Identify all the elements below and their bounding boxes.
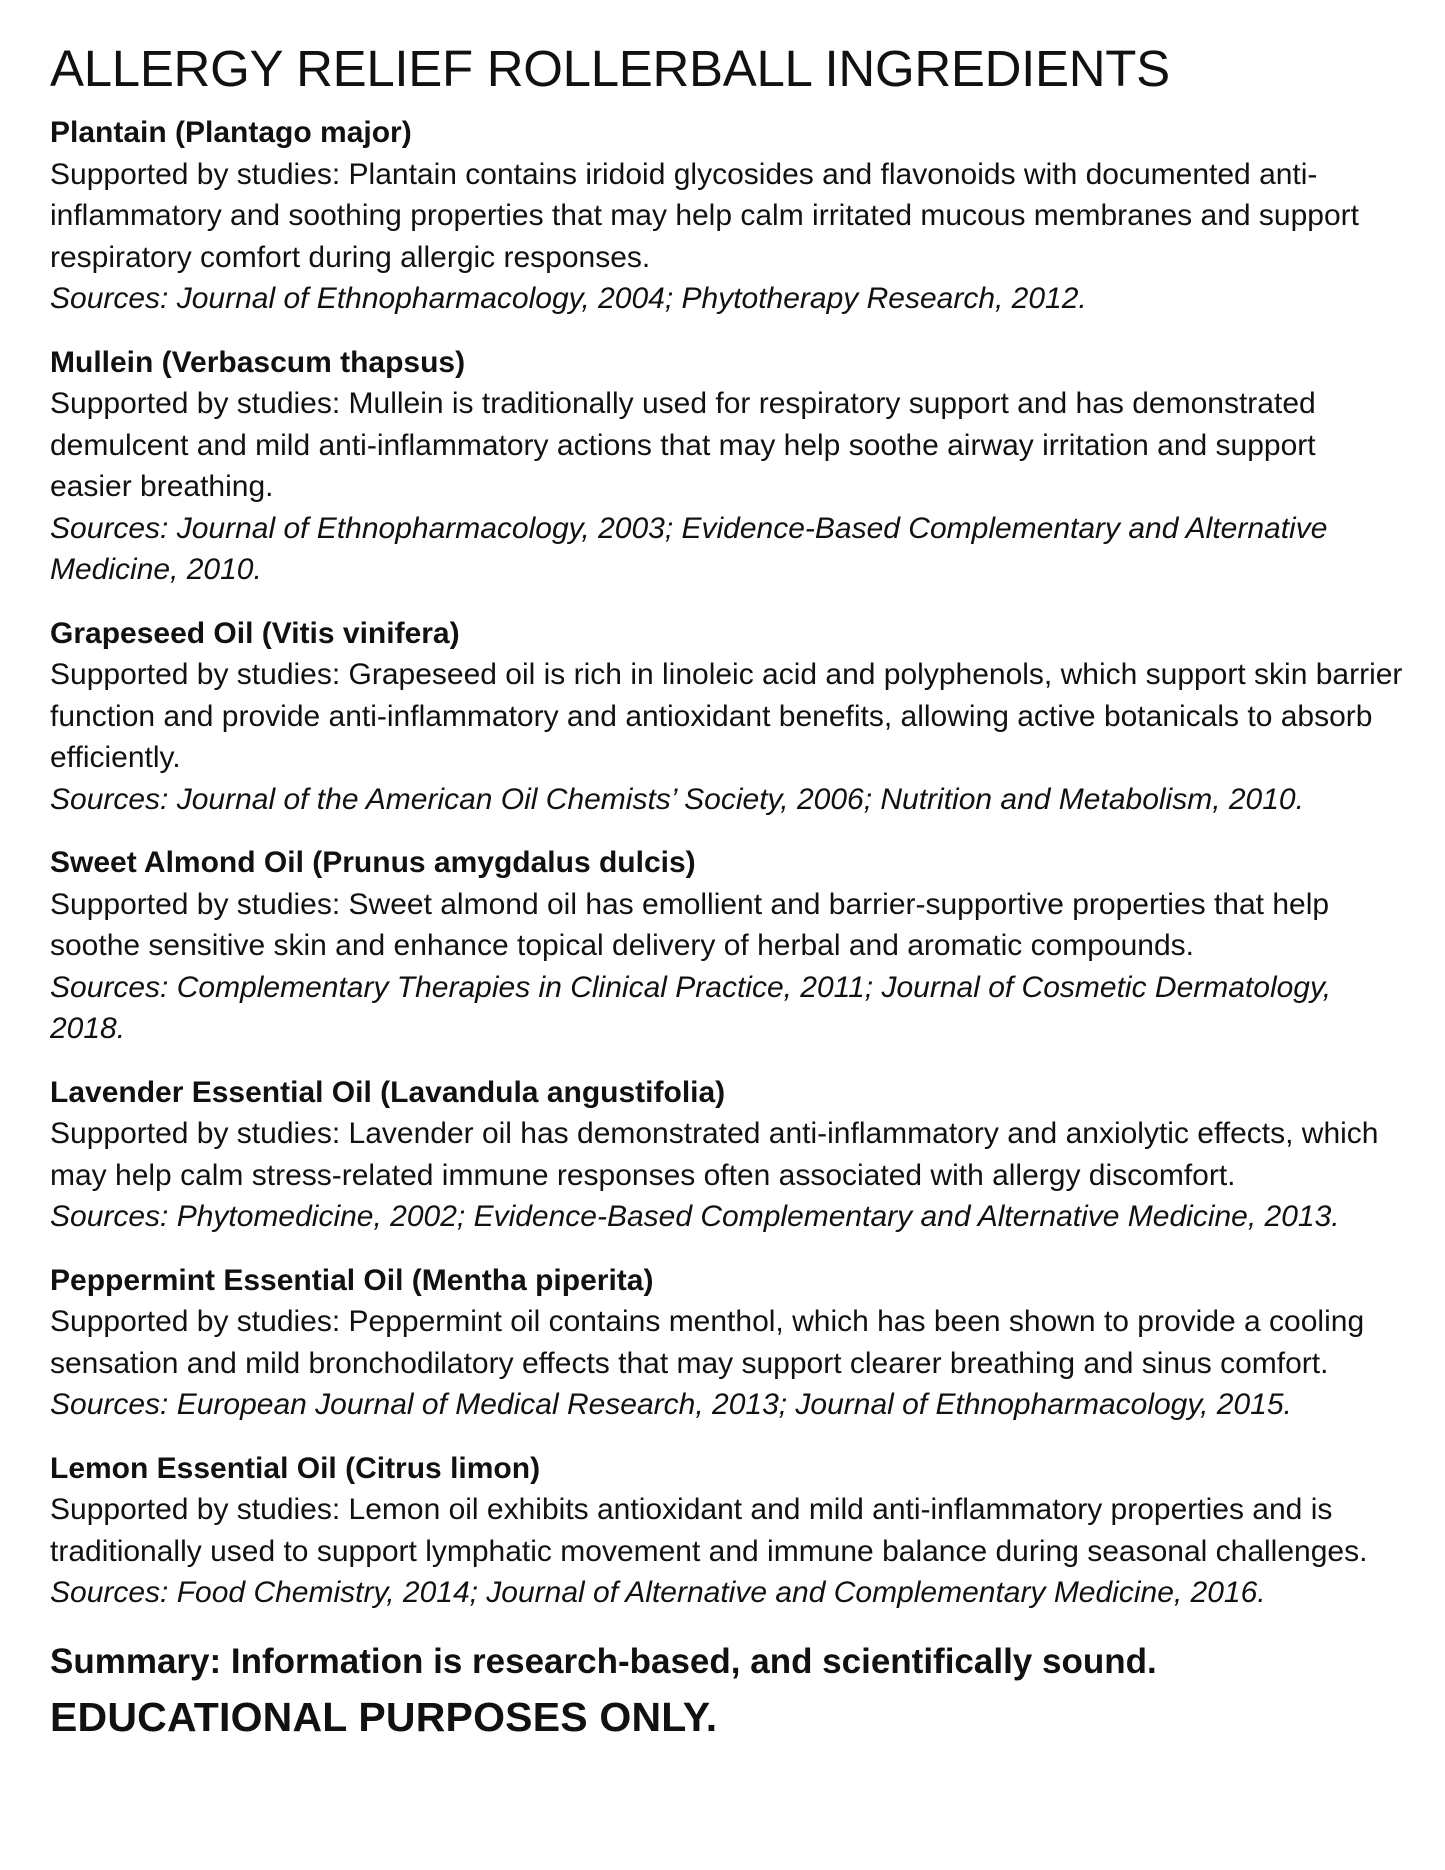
ingredient-name: Lemon Essential Oil (Citrus limon)	[50, 1451, 541, 1485]
ingredient-lemon-essential-oil	[50, 1448, 1405, 1614]
ingredient-peppermint-essential-oil	[50, 1260, 1405, 1426]
ingredient-name: Sweet Almond Oil (Prunus amygdalus dulcis)	[50, 846, 696, 879]
disclaimer-text: EDUCATIONAL PURPOSES ONLY.	[50, 1693, 718, 1740]
ingredient-description: Supported by studies: Peppermint oil contains menthol, which has been shown to provide a cooling sensation and mild bronchodilatory effects that may support clearer breathing and sinus comfort.	[50, 1305, 1365, 1380]
ingredient-description: Supported by studies: Grapeseed oil is rich in linoleic acid and polyphenols, which support skin barrier function and provide anti-inflammatory and antioxidant benefits, allowing active botanicals to absorb efficiently.	[50, 658, 1403, 774]
ingredient-sources: Sources: Food Chemistry, 2014; Journal of Alternative and Complementary Medicine, 2016.	[50, 1576, 1266, 1609]
ingredient-lavender-essential-oil	[50, 1072, 1405, 1238]
ingredient-sources: Sources: Complementary Therapies in Clinical Practice, 2011; Journal of Cosmetic Dermatology, 2018.	[50, 970, 1332, 1045]
ingredient-sources: Sources: Journal of the American Oil Chemists’ Society, 2006; Nutrition and Metabolism, 2010.	[50, 782, 1304, 816]
document-title: ALLERGY RELIEF ROLLERBALL INGREDIENTS	[50, 40, 1170, 97]
ingredient-plantain	[50, 112, 1405, 320]
ingredient-name: Mullein (Verbascum thapsus)	[50, 345, 466, 379]
ingredient-name: Grapeseed Oil (Vitis vinifera)	[50, 616, 460, 650]
ingredient-sources: Sources: Journal of Ethnopharmacology, 2004; Phytotherapy Research, 2012.	[50, 282, 1087, 315]
ingredient-name: Lavender Essential Oil (Lavandula angustifolia)	[50, 1075, 726, 1109]
summary-text: Summary: Information is research-based, and scientifically sound.	[50, 1641, 1157, 1681]
ingredient-description: Supported by studies: Sweet almond oil has emollient and barrier-supportive properties that help soothe sensitive skin and enhance topical delivery of herbal and aromatic compounds.	[50, 887, 1330, 962]
ingredient-sweet-almond-oil	[50, 842, 1405, 1050]
ingredient-mullein	[50, 342, 1405, 591]
ingredient-name: Plantain (Plantago major)	[50, 116, 412, 149]
ingredient-description: Supported by studies: Lavender oil has demonstrated anti-inflammatory and anxiolytic effects, which may help calm stress-related immune responses often associated with allergy discomfort.	[50, 1117, 1379, 1192]
ingredient-description: Supported by studies: Lemon oil exhibits antioxidant and mild anti-inflammatory properties and is traditionally used to support lymphatic movement and immune balance during seasonal challenges.	[50, 1493, 1368, 1568]
ingredient-name: Peppermint Essential Oil (Mentha piperita)	[50, 1263, 654, 1297]
ingredient-grapeseed-oil	[50, 613, 1405, 821]
ingredient-sources: Sources: Journal of Ethnopharmacology, 2003; Evidence-Based Complementary and Alternative Medicine, 2010.	[50, 511, 1328, 586]
ingredient-sources: Sources: Phytomedicine, 2002; Evidence-Based Complementary and Alternative Medicine, 2013.	[50, 1200, 1340, 1233]
ingredient-description: Supported by studies: Mullein is traditionally used for respiratory support and has demonstrated demulcent and mild anti-inflammatory actions that may help soothe airway irritation and support easier breathing.	[50, 387, 1316, 503]
ingredient-sources: Sources: European Journal of Medical Research, 2013; Journal of Ethnopharmacology, 2015.	[50, 1388, 1292, 1421]
ingredient-description: Supported by studies: Plantain contains iridoid glycosides and flavonoids with documented anti-inflammatory and soothing properties that may help calm irritated mucous membranes and support respiratory comfort during allergic responses.	[50, 157, 1359, 274]
